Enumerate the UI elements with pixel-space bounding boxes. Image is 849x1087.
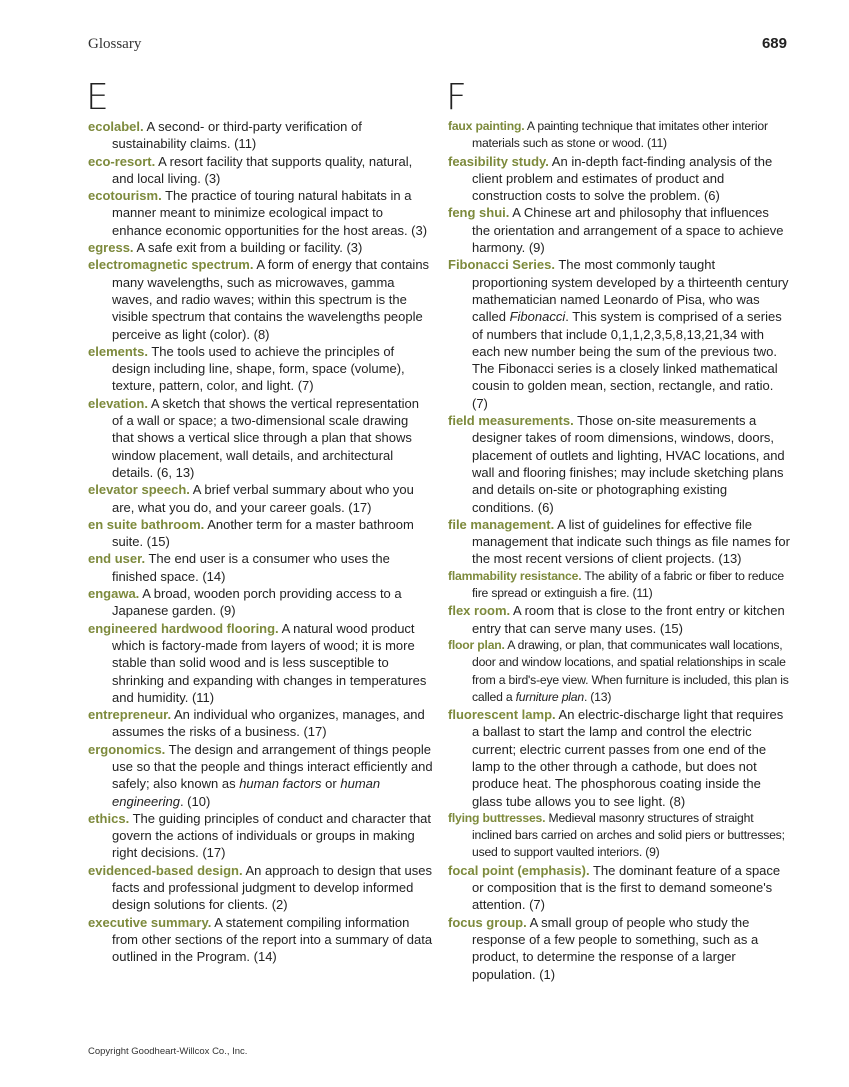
glossary-term: end user. bbox=[88, 551, 146, 567]
italic-term: furniture plan bbox=[515, 689, 584, 704]
glossary-entry bbox=[448, 706, 790, 810]
glossary-term: Fibonacci Series. bbox=[448, 257, 555, 273]
definition-text: A second- or third-party verification of sustainability claims. (11) bbox=[112, 119, 362, 152]
glossary-term: ecolabel. bbox=[88, 119, 144, 134]
definition-text: The ability of a fabric or fiber to reduce fire spread or extinguish a fire. (11) bbox=[472, 568, 784, 601]
definition-text: A room that is close to the front entry or kitchen entry that can serve many uses. (15) bbox=[472, 603, 785, 636]
definition-text: A brief verbal summary about who you are, what you do, and your career goals. (17) bbox=[112, 482, 414, 515]
definition-text: The most commonly taught proportioning system developed by a thirteenth century mathematician named Leonardo of Pisa, who was called bbox=[472, 257, 789, 325]
glossary-entry bbox=[448, 914, 790, 983]
definition-text: A sketch that shows the vertical representation of a wall or space; a two-dimensional scale drawing that shows a vertical slice through a plan that shows window placement, wall details, and architectural details. (6, 13) bbox=[112, 395, 419, 480]
glossary-entry bbox=[448, 637, 790, 706]
definition-text: Medieval masonry structures of straight inclined bars carried on arches and solid piers or buttresses; used to support vaulted interiors. (9) bbox=[472, 810, 785, 860]
glossary-entry bbox=[88, 516, 433, 551]
glossary-entry bbox=[88, 153, 433, 188]
glossary-term: eco-resort. bbox=[88, 153, 156, 169]
italic-term: Fibonacci bbox=[509, 309, 566, 325]
glossary-entry bbox=[88, 239, 433, 256]
definition-text: A statement compiling information from other sections of the report into a summary of data outlined in the Program. (14) bbox=[112, 914, 433, 965]
definition-text: A form of energy that contains many wavelengths, such as microwaves, gamma waves, and radio waves; within this spectrum is the visible spectrum that contains the wavelengths people perceive as light (color). (8) bbox=[112, 257, 430, 342]
definition-text: The design and arrangement of things people use so that the people and things interact efficiently and safely; also known as bbox=[112, 741, 433, 792]
glossary-entry bbox=[448, 568, 790, 603]
glossary-term: ecotourism. bbox=[88, 188, 162, 204]
definition-text: . This system is comprised of a series of numbers that include 0,1,1,2,3,5,8,13,21,34 with each new number being the sum of the previous two. The Fibonacci series is a closely linked mathematical cousin to golden mean, section, rectangle, and ratio. (7) bbox=[472, 309, 782, 411]
glossary-term: entrepreneur. bbox=[88, 707, 172, 723]
definition-text: . (10) bbox=[179, 793, 211, 809]
definition-text: The tools used to achieve the principles of design including line, shape, form, space (volume), texture, pattern, color, and light. (7) bbox=[112, 343, 405, 394]
definition-text: The dominant feature of a space or composition that is the first to demand someone's attention. (7) bbox=[472, 862, 781, 913]
glossary-term: flammability resistance. bbox=[448, 568, 582, 583]
glossary-term: focal point (emphasis). bbox=[448, 862, 590, 878]
definition-text: A painting technique that imitates other interior materials such as stone or wood. (11) bbox=[472, 119, 768, 151]
glossary-term: ergonomics. bbox=[88, 741, 166, 757]
glossary-term: flying buttresses. bbox=[448, 810, 546, 825]
glossary-entry bbox=[448, 810, 790, 862]
glossary-entry bbox=[448, 153, 790, 205]
glossary-entry bbox=[88, 343, 433, 395]
glossary-term: flex room. bbox=[448, 603, 511, 619]
definition-text: The guiding principles of conduct and character that govern the actions of individuals or groups in making right decisions. (17) bbox=[112, 810, 432, 861]
italic-term: human factors bbox=[239, 776, 322, 792]
definition-text: A broad, wooden porch providing access to a Japanese garden. (9) bbox=[112, 586, 402, 619]
glossary-term: evidenced-based design. bbox=[88, 862, 243, 878]
italic-term: human engineering bbox=[112, 776, 381, 809]
glossary-entry bbox=[88, 395, 433, 481]
entry-list bbox=[88, 118, 433, 966]
glossary-entry bbox=[448, 256, 790, 412]
definition-text: The practice of touring natural habitats in a manner meant to minimize ecological impact to enhance economic opportunities for the host areas. (3) bbox=[112, 188, 428, 238]
glossary-entry bbox=[88, 187, 433, 239]
glossary-entry bbox=[88, 862, 433, 914]
definition-text: A resort facility that supports quality, natural, and local living. (3) bbox=[112, 153, 413, 186]
definition-text: A small group of people who study the response of a few people to something, such as a product, to determine the response of a larger population. (1) bbox=[472, 914, 759, 982]
glossary-entry bbox=[448, 516, 790, 568]
glossary-entry bbox=[88, 620, 433, 706]
glossary-term: elements. bbox=[88, 343, 148, 359]
glossary-entry bbox=[88, 706, 433, 741]
glossary-term: file management. bbox=[448, 516, 555, 532]
definition-text: . (13) bbox=[583, 689, 612, 704]
definition-text: Those on-site measurements a designer takes of room dimensions, windows, doors, placement of outlets and lighting, HVAC locations, and wall and flooring finishes; may include sketching plans and details on-site or photographing existing conditions. (6) bbox=[472, 413, 785, 515]
definition-text: A list of guidelines for effective file management that indicate such things as file names for the most recent versions of client projects. (13) bbox=[472, 516, 790, 567]
glossary-term: floor plan. bbox=[448, 637, 505, 652]
glossary-entry bbox=[88, 481, 433, 516]
copyright-notice: Copyright Goodheart-Willcox Co., Inc. bbox=[88, 1046, 248, 1057]
glossary-term: field measurements. bbox=[448, 413, 574, 429]
glossary-entry bbox=[448, 204, 790, 256]
glossary-term: executive summary. bbox=[88, 914, 212, 930]
glossary-entry bbox=[88, 810, 433, 862]
glossary-term: feng shui. bbox=[448, 205, 510, 221]
glossary-entry bbox=[88, 256, 433, 342]
glossary-entry bbox=[448, 862, 790, 914]
definition-text: A safe exit from a building or facility. (3) bbox=[133, 240, 363, 256]
glossary-term: electromagnetic spectrum. bbox=[88, 257, 254, 273]
section-letter: E bbox=[86, 77, 109, 118]
definition-text: Another term for a master bathroom suite. (15) bbox=[112, 516, 414, 550]
glossary-term: engawa. bbox=[88, 586, 140, 602]
glossary-term: feasibility study. bbox=[448, 153, 549, 169]
definition-text: A Chinese art and philosophy that influences the orientation and arrangement of a space to achieve harmony. (9) bbox=[472, 205, 784, 256]
running-header: Glossary bbox=[88, 36, 142, 52]
definition-text: An electric-discharge light that requires a ballast to start the lamp and control the electric current; electric current passes from one end of the lamp to the other through a cathode, but does not produce heat. The phosphorous coating inside the glass tube allows you to see light. (8) bbox=[472, 707, 784, 809]
glossary-entry bbox=[88, 914, 433, 966]
glossary-term: focus group. bbox=[448, 914, 527, 930]
definition-text: An individual who organizes, manages, and assumes the risks of a business. (17) bbox=[112, 707, 425, 740]
glossary-term: elevator speech. bbox=[88, 482, 190, 498]
glossary-entry bbox=[448, 602, 790, 637]
definition-text: A natural wood product which is factory-made from layers of wood; it is more stable than solid wood and is less susceptible to shrinking and expanding with changes in temperatures and humidity. (11) bbox=[112, 620, 427, 705]
glossary-column-f bbox=[448, 78, 790, 983]
glossary-term: fluorescent lamp. bbox=[448, 707, 556, 723]
glossary-term: elevation. bbox=[88, 395, 148, 411]
glossary-term: faux painting. bbox=[448, 119, 525, 133]
glossary-term: en suite bathroom. bbox=[88, 516, 205, 532]
glossary-entry bbox=[88, 118, 433, 153]
glossary-term: engineered hardwood flooring. bbox=[88, 620, 279, 636]
glossary-term: ethics. bbox=[88, 810, 130, 826]
definition-text: An in-depth fact-finding analysis of the client problem and estimates of product and construction costs to solve the problem. (6) bbox=[472, 153, 773, 204]
section-letter: F bbox=[446, 77, 467, 118]
glossary-entry bbox=[448, 118, 790, 153]
glossary-term: egress. bbox=[88, 240, 134, 256]
definition-text: The end user is a consumer who uses the finished space. (14) bbox=[112, 551, 390, 584]
entry-list bbox=[448, 118, 790, 983]
page-number: 689 bbox=[761, 35, 787, 52]
glossary-column-e bbox=[88, 78, 433, 966]
definition-text: or bbox=[321, 776, 341, 792]
glossary-entry bbox=[88, 550, 433, 585]
glossary-entry bbox=[448, 412, 790, 516]
glossary-entry bbox=[88, 585, 433, 620]
glossary-entry bbox=[88, 741, 433, 810]
definition-text: An approach to design that uses facts and professional judgment to develop informed design solutions for clients. (2) bbox=[112, 862, 432, 913]
definition-text: A drawing, or plan, that communicates wall locations, door and window locations, and spatial relationships in scale from a bird's-eye view. When furniture is included, this plan is called a bbox=[472, 637, 789, 704]
